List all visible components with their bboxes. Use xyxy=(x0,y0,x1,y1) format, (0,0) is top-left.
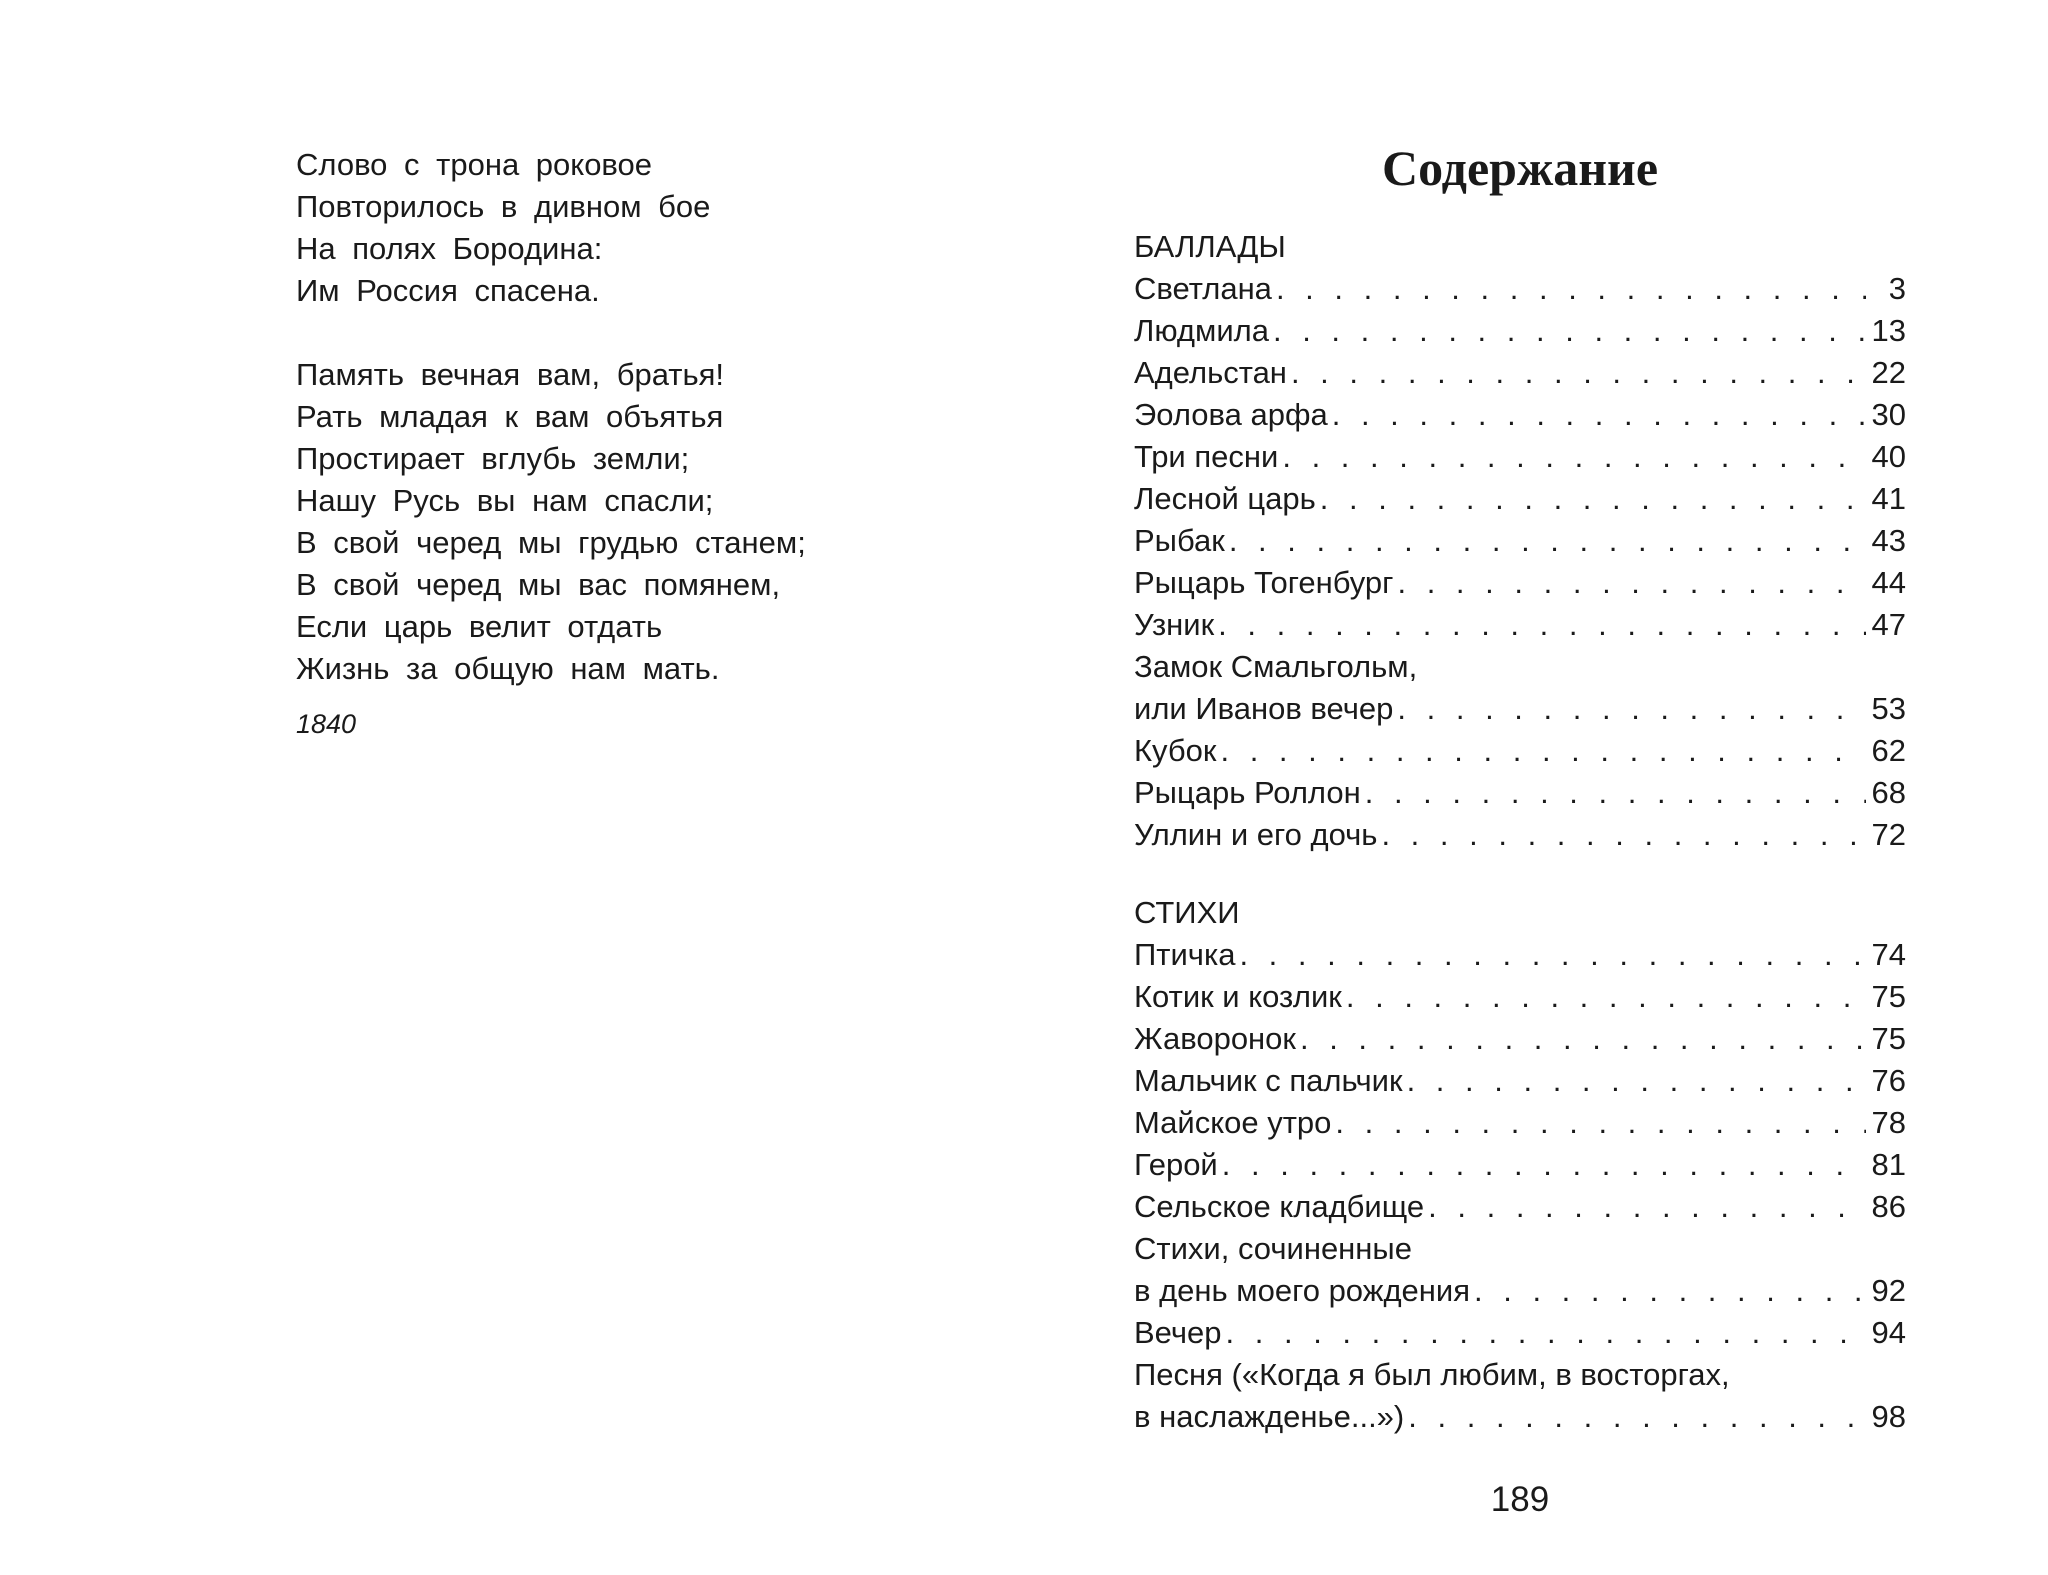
toc-leader-dots xyxy=(1316,478,1866,520)
toc-leader-dots xyxy=(1214,604,1866,646)
toc-entry-title: Людмила xyxy=(1134,313,1269,348)
toc-entry-page: 76 xyxy=(1871,1063,1906,1098)
toc-entry-title: Герой xyxy=(1134,1147,1218,1182)
toc-entry-multiline[interactable] xyxy=(1134,1354,1906,1438)
toc-entry-title: Лесной царь xyxy=(1134,481,1316,516)
toc-entry-title-line1: Песня («Когда я был любим, в восторгах, xyxy=(1134,1357,1730,1392)
toc-leader-dots xyxy=(1218,1144,1866,1186)
toc-entry[interactable] xyxy=(1134,268,1906,310)
toc-entry[interactable] xyxy=(1134,814,1906,856)
toc-entry-page: 44 xyxy=(1871,565,1906,600)
toc-leader-dots xyxy=(1393,562,1866,604)
toc-entry-page: 62 xyxy=(1871,733,1906,768)
toc-leader-dots xyxy=(1235,934,1866,976)
stanza-1 xyxy=(296,144,856,312)
poem-line: Им Россия спасена. xyxy=(296,273,600,308)
toc-entry-page: 92 xyxy=(1871,1273,1906,1308)
toc-leader-dots xyxy=(1222,1312,1866,1354)
poem-text xyxy=(296,144,856,742)
toc-title: Содержание xyxy=(1381,140,1659,196)
toc-section-poems xyxy=(1134,892,1906,1438)
toc-entry[interactable] xyxy=(1134,436,1906,478)
toc-section-ballads xyxy=(1134,226,1906,856)
toc-leader-dots xyxy=(1278,436,1866,478)
poem-line: В свой черед мы грудью станем; xyxy=(296,525,806,560)
table-of-contents xyxy=(1134,136,1906,1438)
toc-entry-title: в наслажденье...») xyxy=(1134,1399,1405,1434)
toc-entry-page: 68 xyxy=(1871,775,1906,810)
toc-entry-title: Адельстан xyxy=(1134,355,1287,390)
toc-entry-page: 53 xyxy=(1871,691,1906,726)
toc-entry-page: 30 xyxy=(1871,397,1906,432)
toc-entry[interactable] xyxy=(1134,562,1906,604)
toc-entry[interactable] xyxy=(1134,478,1906,520)
toc-entry-page: 40 xyxy=(1871,439,1906,474)
toc-entry[interactable] xyxy=(1134,1060,1906,1102)
toc-entry-page: 75 xyxy=(1871,1021,1906,1056)
section-gap xyxy=(1134,856,1906,892)
poem-line: Память вечная вам, братья! xyxy=(296,357,725,392)
stanza-2 xyxy=(296,354,856,690)
toc-leader-dots xyxy=(1403,1060,1866,1102)
toc-entry-title: Рыбак xyxy=(1134,523,1225,558)
poem-line: Простирает вглубь земли; xyxy=(296,441,690,476)
toc-entry-title: Эолова арфа xyxy=(1134,397,1328,432)
toc-entry-title: Мальчик с пальчик xyxy=(1134,1063,1403,1098)
poem-line: На полях Бородина: xyxy=(296,231,603,266)
toc-entry[interactable] xyxy=(1134,1018,1906,1060)
section-heading: БАЛЛАДЫ xyxy=(1134,229,1286,264)
toc-entry-title: Рыцарь Роллон xyxy=(1134,775,1361,810)
toc-leader-dots xyxy=(1404,1396,1866,1438)
toc-entry-title: Уллин и его дочь xyxy=(1134,817,1378,852)
toc-entry-title: Котик и козлик xyxy=(1134,979,1342,1014)
toc-entry-title: Кубок xyxy=(1134,733,1217,768)
toc-entry[interactable] xyxy=(1134,1186,1906,1228)
toc-leader-dots xyxy=(1331,1102,1866,1144)
toc-entry[interactable] xyxy=(1134,1144,1906,1186)
toc-entry-title-line1: Стихи, сочиненные xyxy=(1134,1231,1412,1266)
toc-leader-dots xyxy=(1296,1018,1866,1060)
poem-line: Слово с трона роковое xyxy=(296,147,653,182)
toc-entry-page: 72 xyxy=(1871,817,1906,852)
toc-leader-dots xyxy=(1377,814,1866,856)
toc-entry-page: 13 xyxy=(1871,313,1906,348)
toc-entry[interactable] xyxy=(1134,1312,1906,1354)
toc-leader-dots xyxy=(1272,268,1866,310)
toc-entry-title: Жаворонок xyxy=(1134,1021,1296,1056)
toc-entry[interactable] xyxy=(1134,310,1906,352)
toc-entry-title: Вечер xyxy=(1134,1315,1222,1350)
toc-entry-page: 98 xyxy=(1871,1399,1906,1434)
toc-leader-dots xyxy=(1328,394,1866,436)
toc-entry-title: Рыцарь Тогенбург xyxy=(1134,565,1394,600)
poem-date: 1840 xyxy=(296,709,357,739)
toc-entry-multiline[interactable] xyxy=(1134,646,1906,730)
toc-entry-page: 81 xyxy=(1871,1147,1906,1182)
toc-entry-page: 78 xyxy=(1871,1105,1906,1140)
toc-entry[interactable] xyxy=(1134,976,1906,1018)
poem-line: В свой черед мы вас помянем, xyxy=(296,567,781,602)
toc-leader-dots xyxy=(1393,688,1866,730)
poem-line: Нашу Русь вы нам спасли; xyxy=(296,483,714,518)
toc-entry-title-line1: Замок Смальгольм, xyxy=(1134,649,1418,684)
toc-entry[interactable] xyxy=(1134,604,1906,646)
section-heading: СТИХИ xyxy=(1134,895,1240,930)
toc-entry-title: Три песни xyxy=(1134,439,1279,474)
toc-leader-dots xyxy=(1216,730,1866,772)
toc-leader-dots xyxy=(1424,1186,1866,1228)
toc-entry[interactable] xyxy=(1134,772,1906,814)
toc-entry[interactable] xyxy=(1134,394,1906,436)
toc-entry-page: 3 xyxy=(1888,271,1906,306)
toc-entry-page: 41 xyxy=(1871,481,1906,516)
poem-line: Рать младая к вам объятья xyxy=(296,399,724,434)
toc-entry-page: 75 xyxy=(1871,979,1906,1014)
poem-line: Если царь велит отдать xyxy=(296,609,663,644)
toc-entry-page: 43 xyxy=(1871,523,1906,558)
toc-entry-title: Сельское кладбище xyxy=(1134,1189,1425,1224)
poem-line: Жизнь за общую нам мать. xyxy=(296,651,720,686)
toc-leader-dots xyxy=(1361,772,1866,814)
toc-entry-title: Майское утро xyxy=(1134,1105,1332,1140)
toc-entry-page: 86 xyxy=(1871,1189,1906,1224)
toc-leader-dots xyxy=(1225,520,1866,562)
toc-leader-dots xyxy=(1470,1270,1866,1312)
toc-entry[interactable] xyxy=(1134,730,1906,772)
stanza-gap xyxy=(296,312,856,354)
toc-entry-title: или Иванов вечер xyxy=(1134,691,1394,726)
toc-entry[interactable] xyxy=(1134,520,1906,562)
toc-entry[interactable] xyxy=(1134,1102,1906,1144)
toc-entry[interactable] xyxy=(1134,934,1906,976)
toc-entry-title: в день моего рождения xyxy=(1134,1273,1470,1308)
toc-entry-page: 47 xyxy=(1871,607,1906,642)
toc-entry-multiline[interactable] xyxy=(1134,1228,1906,1312)
poem-line: Повторилось в дивном бое xyxy=(296,189,711,224)
toc-leader-dots xyxy=(1287,352,1866,394)
toc-leader-dots xyxy=(1342,976,1866,1018)
toc-entry-page: 94 xyxy=(1871,1315,1906,1350)
toc-entry-page: 74 xyxy=(1871,937,1906,972)
page-number: 189 xyxy=(1490,1480,1550,1519)
toc-entry-title: Узник xyxy=(1134,607,1215,642)
toc-leader-dots xyxy=(1269,310,1866,352)
toc-entry-page: 22 xyxy=(1871,355,1906,390)
toc-entry[interactable] xyxy=(1134,352,1906,394)
toc-entry-title: Светлана xyxy=(1134,271,1272,306)
toc-entry-title: Птичка xyxy=(1134,937,1236,972)
